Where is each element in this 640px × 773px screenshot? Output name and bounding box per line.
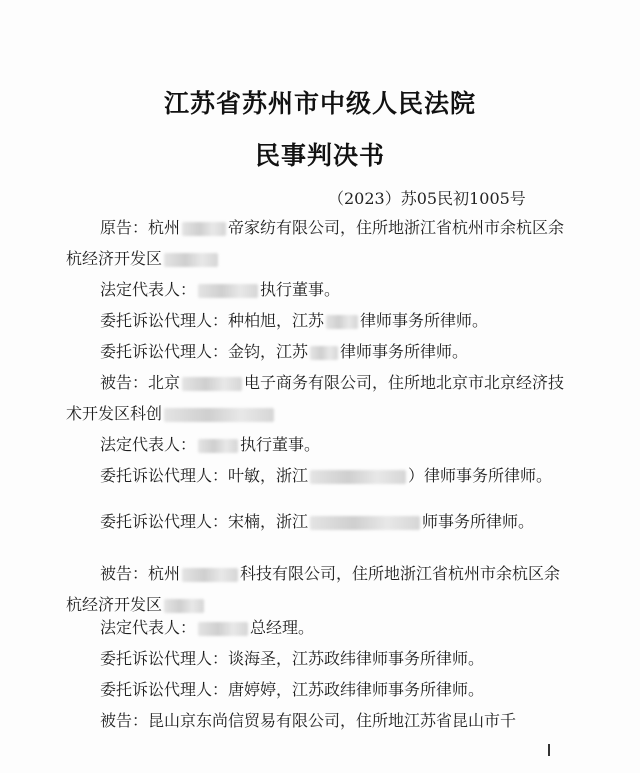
agent-paragraph: 委托诉讼代理人：谈海圣，江苏政纬律师事务所律师。 bbox=[100, 649, 485, 668]
legal-rep-paragraph bbox=[66, 429, 574, 460]
legal-rep-paragraph bbox=[66, 274, 574, 305]
redaction-mark bbox=[310, 470, 406, 484]
defendant-label: 被告：杭州 bbox=[100, 564, 181, 583]
redaction-mark bbox=[182, 568, 238, 582]
case-number: （2023）苏05民初1005号 bbox=[328, 189, 526, 208]
agent-paragraph bbox=[66, 460, 574, 491]
redaction-mark bbox=[182, 222, 226, 236]
document-type: 民事判决书 bbox=[254, 141, 385, 170]
legal-rep-title: 执行董事。 bbox=[240, 435, 321, 454]
legal-rep-label: 法定代表人： bbox=[100, 435, 197, 454]
defendant-paragraph: 被告：昆山京东尚信贸易有限公司，住所地江苏省昆山市千 bbox=[100, 711, 517, 730]
agent-text: 委托诉讼代理人：金钧，江苏 bbox=[100, 342, 309, 361]
defendant-paragraph bbox=[66, 367, 574, 429]
agent-text: 委托诉讼代理人：叶敏，浙江 bbox=[100, 466, 309, 485]
agent-text: 委托诉讼代理人：宋楠，浙江 bbox=[100, 512, 309, 531]
redaction-mark bbox=[198, 622, 248, 636]
court-name: 江苏省苏州市中级人民法院 bbox=[163, 89, 476, 118]
redaction-mark bbox=[164, 253, 218, 267]
defendant-label: 被告：北京 bbox=[100, 373, 181, 392]
agent-firm: 师事务所律师。 bbox=[422, 512, 535, 531]
agent-text: 委托诉讼代理人：种柏旭，江苏 bbox=[100, 311, 325, 330]
redaction-mark bbox=[310, 346, 338, 360]
legal-rep-label: 法定代表人： bbox=[100, 618, 197, 637]
defendant-text: 电子商务有限公司，住所地北京市北京经济技术开发区科创 bbox=[66, 373, 565, 423]
agent-firm: 律师事务所律师。 bbox=[340, 342, 469, 361]
plaintiff-paragraph bbox=[66, 212, 574, 274]
page-mark bbox=[548, 744, 550, 756]
redaction-mark bbox=[164, 408, 274, 422]
agent-paragraph bbox=[66, 336, 574, 367]
redaction-mark bbox=[198, 439, 238, 453]
defendant-text: 科技有限公司，住所地浙江省杭州市余杭区余杭经济开发区 bbox=[66, 564, 561, 614]
legal-rep-title: 执行董事。 bbox=[260, 280, 341, 299]
agent-firm: ）律师事务所律师。 bbox=[408, 466, 553, 485]
legal-rep-label: 法定代表人： bbox=[100, 280, 197, 299]
legal-rep-title: 总经理。 bbox=[250, 618, 315, 637]
plaintiff-text: 帝家纺有限公司，住所地浙江省杭州市余杭区余杭经济开发区 bbox=[66, 218, 565, 268]
defendant-paragraph bbox=[66, 558, 574, 620]
plaintiff-label: 原告：杭州 bbox=[100, 218, 181, 237]
agent-paragraph bbox=[66, 305, 574, 336]
redaction-mark bbox=[326, 315, 358, 329]
redaction-mark bbox=[164, 599, 204, 613]
agent-paragraph: 委托诉讼代理人：唐婷婷，江苏政纬律师事务所律师。 bbox=[100, 680, 485, 699]
redaction-mark bbox=[310, 516, 420, 530]
redaction-mark bbox=[198, 284, 258, 298]
redaction-mark bbox=[182, 377, 242, 391]
agent-firm: 律师事务所律师。 bbox=[360, 311, 489, 330]
agent-paragraph bbox=[66, 506, 574, 537]
legal-rep-paragraph bbox=[66, 612, 574, 643]
